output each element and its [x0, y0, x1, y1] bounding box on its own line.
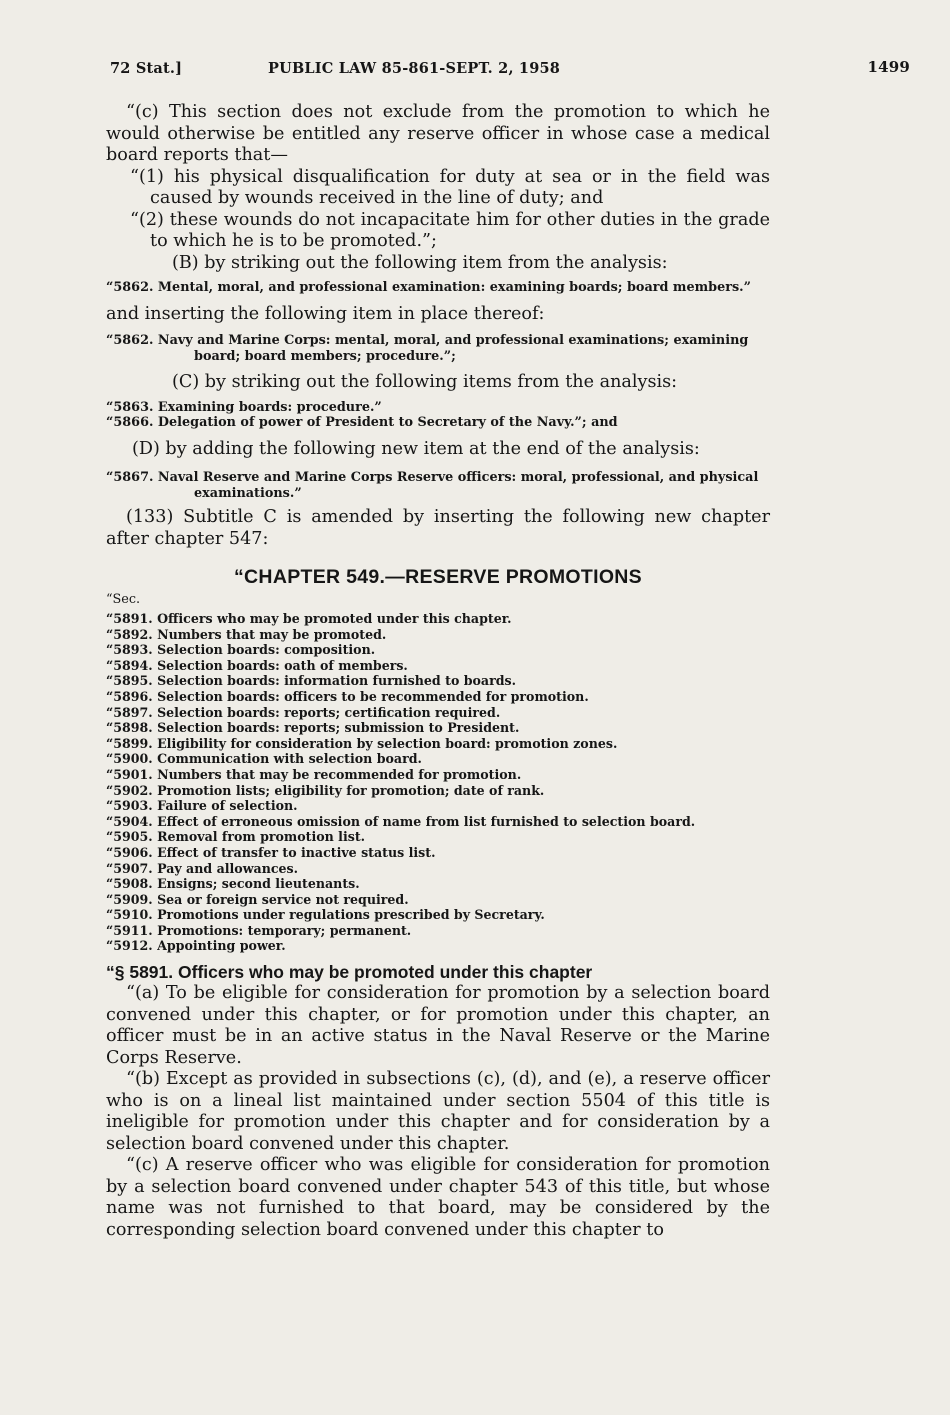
- page-body: [106, 102, 770, 1241]
- list-item: “5909. Sea or foreign service not required.: [106, 891, 409, 907]
- paragraph-c: “(c) This section does not exclude from the promotion to which he would otherwise be entitled any reserve officer in whose case a medical board reports that—: [106, 102, 770, 165]
- running-header: PUBLIC LAW 85-861-SEPT. 2, 1958: [268, 60, 561, 77]
- list-item: “5904. Effect of erroneous omission of name from list furnished to selection board.: [106, 813, 696, 829]
- statute-volume: 72 Stat.]: [110, 60, 183, 77]
- section-5891-b: “(b) Except as provided in subsections (c), (d), and (e), a reserve officer who is on a lineal list maintained under section 5504 of this title is ineligible for promotion under this chapter and for consideration by a selection board convened under this chapter.: [106, 1069, 770, 1154]
- section-5891-c: “(c) A reserve officer who was eligible for consideration for promotion by a selection board convened under chapter 543 of this title, but whose name was not furnished to that board, may be considered by the corresponding selection board convened under this chapter to: [106, 1155, 770, 1240]
- section-5891-a: “(a) To be eligible for consideration for promotion by a selection board convened under this chapter, or for promotion under this chapter, an officer must be in an active status in the Naval Reserve or the Marine Corps Reserve.: [106, 983, 770, 1068]
- list-item: “5897. Selection boards: reports; certification required.: [106, 704, 501, 720]
- list-item: “5901. Numbers that may be recommended for promotion.: [106, 766, 522, 782]
- list-item: “5911. Promotions: temporary; permanent.: [106, 922, 412, 938]
- quote-5866: “5866. Delegation of power of President to Secretary of the Navy.”; and: [106, 415, 618, 430]
- list-item: “5895. Selection boards: information furnished to boards.: [106, 673, 517, 689]
- list-item: “5894. Selection boards: oath of members.: [106, 657, 408, 673]
- list-item: “5910. Promotions under regulations prescribed by Secretary.: [106, 907, 545, 923]
- chapter-title: “CHAPTER 549.—RESERVE PROMOTIONS: [234, 566, 642, 588]
- list-item: “5905. Removal from promotion list.: [106, 829, 366, 845]
- quote-5867: “5867. Naval Reserve and Marine Corps Reserve officers: moral, professional, and physical examinations.”: [106, 470, 759, 501]
- list-item: “5900. Communication with selection board.: [106, 751, 422, 767]
- table-of-sections: [106, 611, 770, 954]
- list-item: “5903. Failure of selection.: [106, 798, 298, 814]
- list-item: “5896. Selection boards: officers to be recommended for promotion.: [106, 688, 589, 704]
- inserting-line: and inserting the following item in place thereof:: [106, 303, 545, 324]
- section-heading: “§ 5891. Officers who may be promoted under this chapter: [106, 962, 593, 983]
- quote-5862-new: “5862. Navy and Marine Corps: mental, moral, and professional examinations; examining board; board members; procedure.”;: [106, 333, 749, 364]
- quote-5862-old: “5862. Mental, moral, and professional examination: examining boards; board members.”: [106, 280, 751, 295]
- item-d: (D) by adding the following new item at the end of the analysis:: [132, 438, 700, 459]
- list-item: “5906. Effect of transfer to inactive status list.: [106, 844, 436, 860]
- list-item: “5899. Eligibility for consideration by selection board: promotion zones.: [106, 735, 618, 751]
- list-item: “5898. Selection boards: reports; submission to President.: [106, 720, 520, 736]
- item-b: (B) by striking out the following item from the analysis:: [172, 252, 668, 273]
- clause-2: “(2) these wounds do not incapacitate him for other duties in the grade to which he is to be promoted.”;: [130, 209, 770, 251]
- list-item: “5892. Numbers that may be promoted.: [106, 626, 387, 642]
- list-item: “5891. Officers who may be promoted under this chapter.: [106, 611, 512, 626]
- list-item: “5907. Pay and allowances.: [106, 860, 299, 876]
- quote-5863: “5863. Examining boards: procedure.”: [106, 399, 382, 415]
- clause-1: “(1) his physical disqualification for duty at sea or in the field was caused by wounds received in the line of duty; and: [130, 166, 770, 208]
- page-number: 1499: [867, 58, 910, 76]
- sec-label: “Sec.: [106, 592, 141, 607]
- list-item: “5908. Ensigns; second lieutenants.: [106, 876, 360, 892]
- item-c: (C) by striking out the following items from the analysis:: [172, 372, 678, 392]
- list-item: “5902. Promotion lists; eligibility for promotion; date of rank.: [106, 782, 545, 798]
- list-item: “5893. Selection boards: composition.: [106, 642, 376, 658]
- list-item: “5912. Appointing power.: [106, 938, 286, 954]
- paragraph-133: (133) Subtitle C is amended by inserting the following new chapter after chapter 547:: [106, 507, 770, 549]
